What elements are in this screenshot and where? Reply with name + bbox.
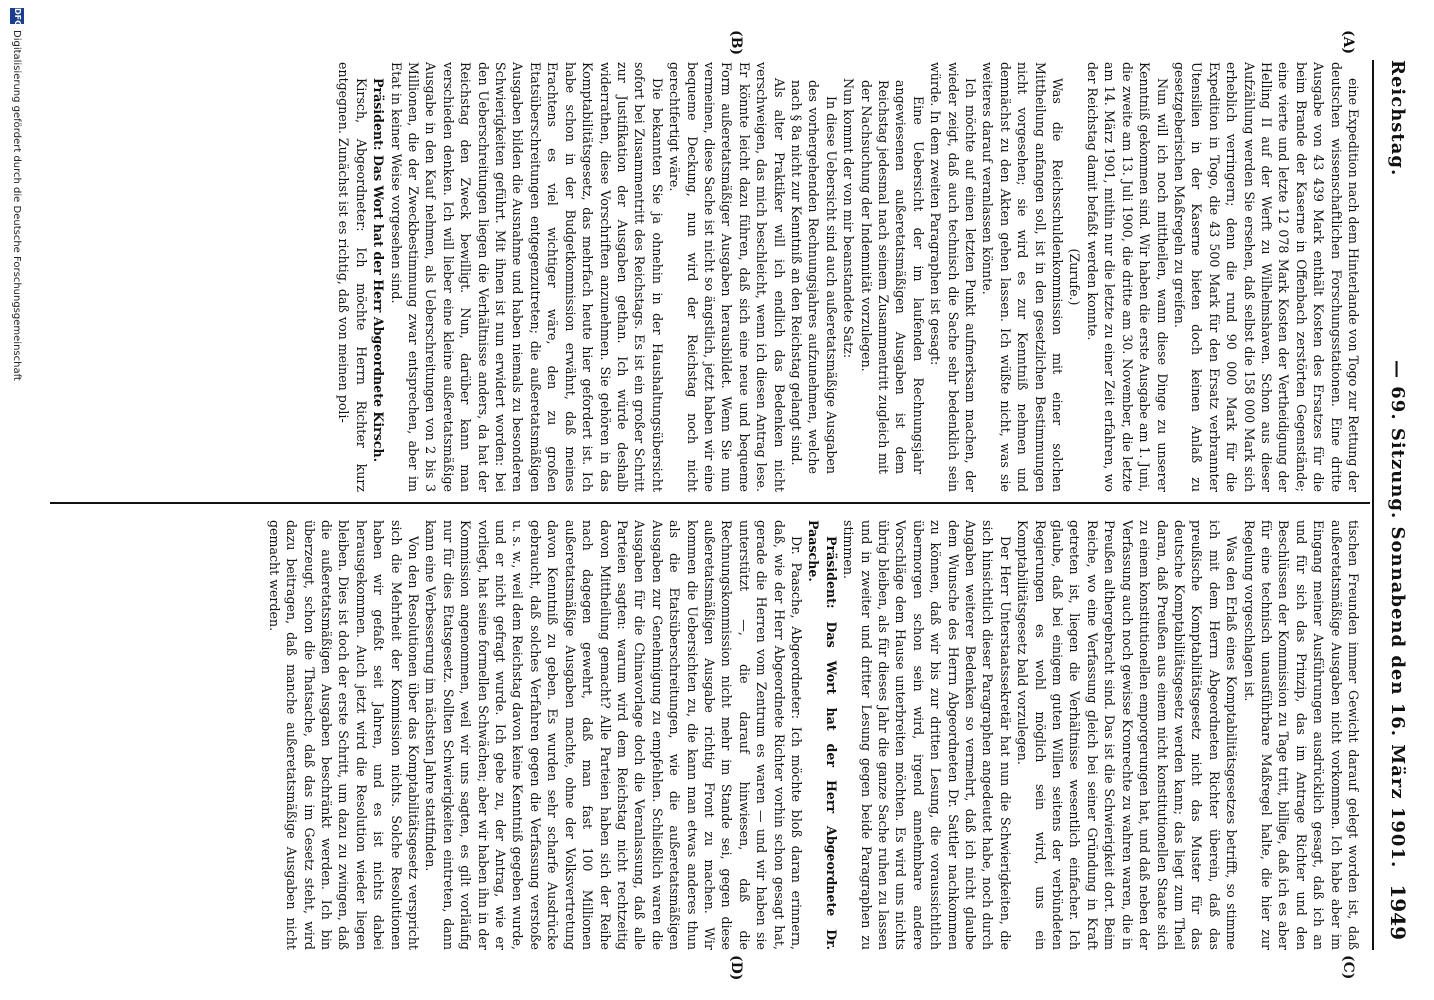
header-center: — 69. Sitzung. Sonnabend den 16. März 1901.	[1387, 360, 1408, 869]
margin-mark-d: (D)	[728, 955, 744, 981]
column-divider	[50, 502, 1370, 504]
margin-mark-b: (B)	[728, 30, 744, 56]
digitization-note: Digitalisierung gefördert durch die Deutsche Forschungsgemeinschaft	[11, 30, 22, 381]
quote: Eine Uebersicht der im laufenden Rechnungsjahr angewiesenen außeretatsmäßigen Ausgaben ist dem Reichstag jedesmal nach seinem Zusammentritt zugleich mit der Nachsuchung der Indemnität vorzulegen.	[858, 80, 926, 474]
margin-mark-a: (A)	[1340, 30, 1356, 55]
margin-mark-c: (C)	[1340, 955, 1356, 980]
paragraph: eine Expedition nach dem Hinterlande von Togo zur Rettung der deutschen wissenschaftlichen Forschungsstationen. Eine dritte Ausgabe von 43 439 Mark enthält Kosten des Ersatzes für die beim Brande der Kaserne in Offenbach zerstörten Gegenstände; eine vierte und letzte 12 078 Mark Kosten der Vertheidigung der Helling II auf der Werft zu Wilhelmshaven. Schon aus dieser Aufzählung werden Sie ersehen, daß selbst die 158 000 Mark sich erheblich verringern; denn die rund 90 000 Mark für die Expedition in Togo, die 43 500 Mark für den Ersatz verbrannter Utensilien in der Kaserne bieten doch keinen Anlaß zu gesetzgeberischen Maßregeln zu greifen.	[1171, 62, 1361, 492]
paragraph: Von den Resolutionen über das Komptabilitätsgesetz verspricht sich die Mehrheit der Kommission nichts. Solche Resolutionen haben wir gefaßt seit Jahren, und es ist nichts dabei herausgekommen. Auch jetzt wird die Resolution wieder liegen bleiben. Dies ist doch der erste Schritt, um dazu zu zwingen, daß die außeretatsmäßigen Ausgaben beschränkt werden. Ich bin überzeugt, schon die Thatsache, daß das im Gesetz steht, wird dazu beitragen, daß manche außeretatsmäßige Ausgaben nicht gemacht werden.	[266, 520, 422, 950]
paragraph: Kirsch, Abgeordneter: Ich möchte Herrn Richter kurz entgegnen. Zunächst ist es richtig, daß von meinen poli-	[336, 62, 369, 492]
paragraph: Die bekannten Sie ja ohnehin in der Haushaltungsübersicht sofort bei Zusammentritt des Reichstags. Es ist ein großer Schritt zur Justifikation der Ausgaben gethan. Ich würde deshalb widerrathen, diese Vorschriften anzunehmen. Sie gehören in das Komptabilitätsgesetz, das mehrfach heute hier gefordert ist. Ich habe schon in der Budgetkommission erwähnt, daß meines Erachtens es viel wichtiger wäre, den zu großen Etatsüberschreitungen entgegenzutreten; die außeretatsmäßigen Ausgaben bilden die Ausnahme und haben niemals zu besonderen Schwierigkeiten geführt. Mit ihnen ist nun erwidert worden: bei den Ueberschreitungen liegen die Verhältnisse anders, da hat der Reichstag den Zweck bewilligt. Nun, darüber kann man verschieden denken. Ich will lieber eine kleine außeretatsmäßige Ausgabe in den Kauf nehmen, als Ueberschreitungen von 2 bis 3 Millionen, die der Zweckbestimmung zwar entsprechen, aber im Etat in keiner Weise vorgesehen sind.	[388, 62, 665, 492]
paragraph: Der Herr Unterstaatssekretär hat nun die Schwierigkeiten, die sich hinsichtlich dieser Paragraphen angedeutet habe, noch durch Angaben weiterer Bedenken so vermehrt, daß ich nicht glaube dem Wunsche des Herrn Abgeordneten Dr. Sattler nachkommen zu können, daß wir bis zur dritten Lesung, die voraussichtlich übermorgen schon sein wird, irgend annehmbare andere Vorschläge dem Hause unterbreiten möchten. Es wird uns nichts übrig bleiben, als für dieses Jahr die ganze Sache ruhen zu lassen und in zweiter und dritter Lesung gegen beide Paragraphen zu stimmen.	[841, 520, 1013, 950]
page-number: 1949	[1386, 884, 1410, 940]
paragraph: Nun kommt der von mir beanstandete Satz:	[841, 78, 857, 359]
paragraph: Ich möchte auf einen letzten Punkt aufmerksam machen, der wieder zeigt, daß auch technisch die Sache sehr bedenklich sein würde. In dem zweiten Paragraphen ist gesagt:	[928, 62, 979, 492]
page-header	[1378, 60, 1412, 940]
paragraph: tischen Freunden immer Gewicht darauf gelegt worden ist, daß außeretatsmäßige Ausgaben nicht vorkommen. Ich habe aber im Eingang meiner Ausführungen ausdrücklich gesagt, daß ich an und für sich das Prinzip, das im Antrage Richter und den Beschlüssen der Kommission zu Tage tritt, billige, daß ich es aber für eine technisch unausführbare Maßregel halte, die hier zur Regelung vorgeschlagen ist.	[1241, 520, 1361, 950]
paragraph: Was die Reichsschuldenkommission mit einer solchen Mittheilung anfangen soll, ist in den gesetzlichen Bestimmungen nicht vorgesehen; sie wird es zur Kenntniß nehmen und demnächst zu den Akten gehen lassen. Ich wüßte nicht, was sie weiteres darauf veranlassen könnte.	[980, 62, 1066, 492]
right-column	[52, 520, 1362, 950]
speaker-line: Präsident: Das Wort hat der Herr Abgeordnete Dr. Paasche.	[806, 520, 839, 950]
header-left: Reichstag.	[1387, 60, 1408, 177]
paragraph: Als alter Praktiker will ich endlich das Bedenken nicht verschweigen, das mich beschleicht, wenn ich diesen Antrag lese. Er könnte leicht dazu führen, daß sich eine neue und bequeme Form außeretatsmäßiger Ausgaben herausbildet. Wenn Sie nun vermeinen, diese Sache ist nicht so ängstlich, jetzt haben wir eine bequeme Deckung, nun wird der Reichstag noch nicht gerechtfertigt wäre.	[667, 62, 787, 492]
paragraph: Was den Erlaß eines Komptabilitätsgesetzes betrifft, so stimme ich mit dem Herrn Abgeordneten Richter überein, daß das preußische Komptabilitätsgesetz nicht das Muster für das deutsche Komptabilitätsgesetz werden kann; das liegt zum Theil daran, daß Preußen aus einem nicht konstitutionellen Staate sich zu einem konstitutionellen emporgerungen hat, und daß neben der Verfassung auch noch gewisse Kronrechte zu wahren waren, die in Preußen althergebracht sind. Das ist die Schwierigkeit dort. Beim Reiche, wo eine Verfassung gleich bei seiner Gründung in Kraft getreten ist, liegen die Verhältnisse wesentlich einfacher. Ich glaube, daß bei einigem guten Willen seitens der verbündeten Regierungen es wohl möglich sein wird, uns ein Komptabilitätsgesetz bald vorzulegen.	[1015, 520, 1240, 950]
header-rule	[1372, 60, 1374, 950]
paragraph: Nun will ich noch mittheilen, wann diese Dinge zu unserer Kenntniß gekommen sind. Wir haben die erste Ausgabe am 1. Juni, die zweite am 13. Juli 1900, die dritte am 30. November, die letzte am 14. März 1901, mithin nur die letzte zu einer Zeit erfahren, wo der Reichstag damit befaßt werden konnte.	[1084, 62, 1170, 492]
dfg-logo: DFG	[10, 8, 24, 24]
quote: In diese Uebersicht sind auch außeretatsmäßige Ausgaben des vorhergehenden Rechnungsjahres aufzunehmen, welche nach § 8a nicht zur Kenntniß an den Reichstag gelangt sind.	[789, 80, 839, 474]
interjection: (Zurufe.)	[1067, 248, 1083, 306]
paragraph: Dr. Paasche, Abgeordneter: Ich möchte bloß daran erinnern, daß, wie der Herr Abgeordnete Richter vorhin schon gesagt hat, gerade die Herren vom Zentrum es waren — und wir haben sie unterstützt —, die darauf hinwiesen, daß die Rechnungskommission nicht mehr im Stande sei, gegen diese außeretatsmäßigen Ausgabe richtig Front zu machen. Wir kommen die Uebersichten zu, die kann man etwas anderes thun als die Etatsüberschreitungen, wie die außeretatsmäßigen Ausgaben zur Genehmigung zu empfehlen. Schließlich waren die Ausgaben für die Chinavorlage doch die Veranlassung, daß alle Parteien sagten: warum wird dem Reichstag nicht rechtzeitig davon Mittheilung gemacht? Alle Parteien haben sich der Reihe nach dagegen gewehrt, daß man fast 100 Millionen außeretatsmäßige Ausgaben machte, ohne der Volksvertretung davon Kenntniß zu geben. Es wurden sehr scharfe Ausdrücke gebraucht, daß solches Verfahren gegen die Verfassung verstoße u. s. w., weil dem Reichstag davon keine Kenntniß gegeben wurde, und er nicht gefragt wurde. Ich gebe zu, der Antrag, wie er vorliegt, hat seine formellen Schwächen; aber wir haben ihn in der Kommission angenommen, weil wir uns sagten, es gilt vorläufig nur für dies Etatsgesetz. Sollten Schwierigkeiten eintreten, dann kann eine Verbesserung im nächsten Jahre stattfinden.	[423, 520, 804, 950]
left-column	[52, 62, 1362, 492]
speaker-line: Präsident: Das Wort hat der Herr Abgeordnete Kirsch.	[371, 78, 387, 463]
